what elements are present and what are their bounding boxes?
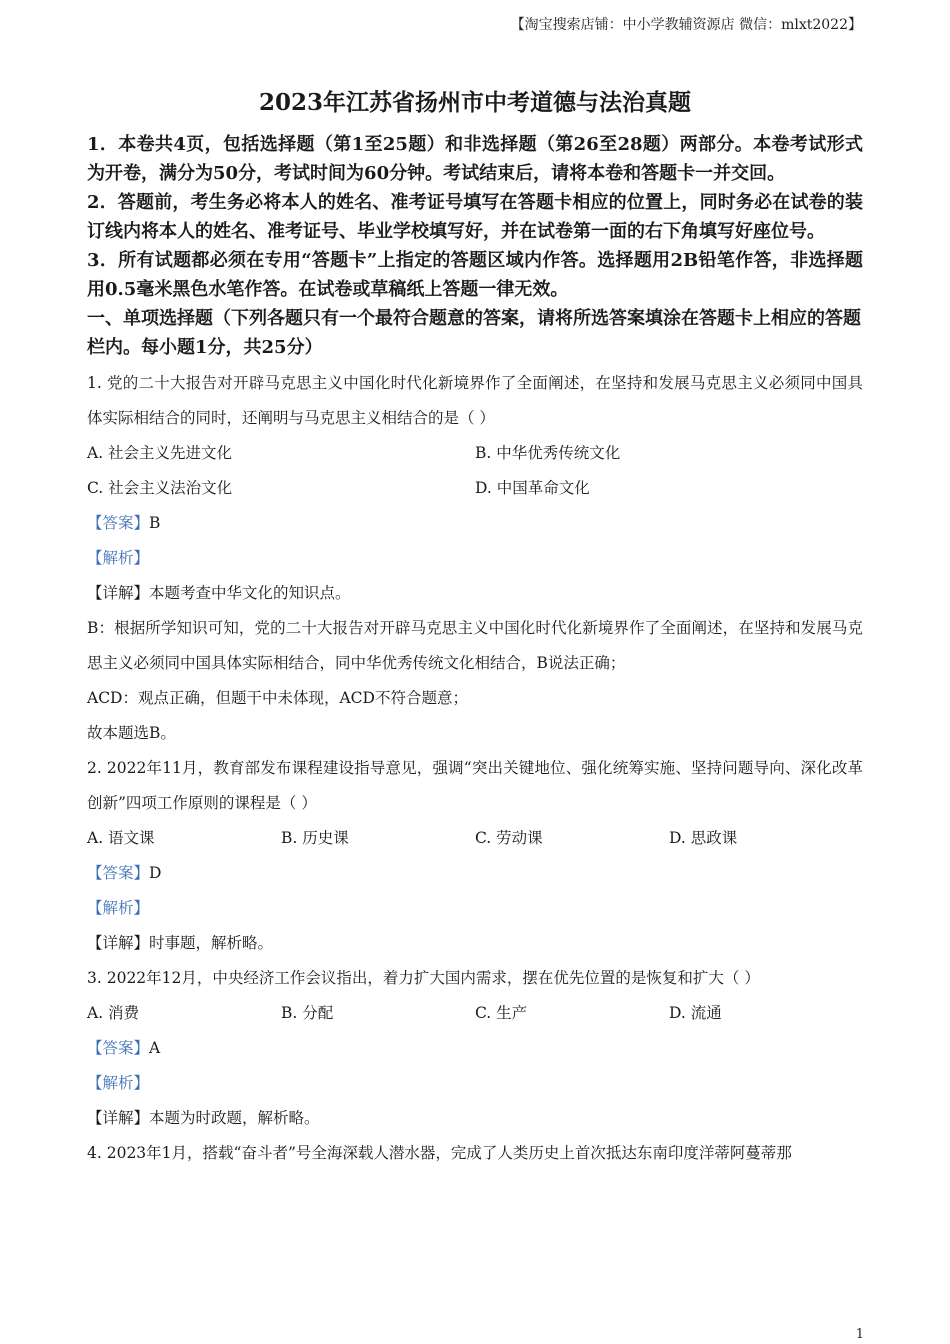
detail-text: 时事题，解析略。 bbox=[149, 934, 274, 952]
question-stem: 2. 2022年11月，教育部发布课程建设指导意见，强调“突出关键地位、强化统筹实施、坚持问题导向、深化改革创新”四项工作原则的课程是（ ） bbox=[87, 759, 863, 812]
question-stem: 1. 党的二十大报告对开辟马克思主义中国化时代化新境界作了全面阐述，在坚持和发展马克思主义必须同中国具体实际相结合的同时，还阐明与马克思主义相结合的是（ ） bbox=[87, 374, 863, 427]
answer-label: 【答案】 bbox=[87, 864, 150, 882]
option-b: B. 中华优秀传统文化 bbox=[475, 444, 621, 462]
answer-value: D bbox=[149, 864, 162, 882]
option-c: C. 劳动课 bbox=[475, 829, 543, 847]
analysis-line bbox=[87, 1066, 863, 1101]
detail-line bbox=[87, 1101, 863, 1136]
page-number: 1 bbox=[855, 1327, 864, 1342]
answer-value: A bbox=[149, 1039, 161, 1057]
document-page bbox=[87, 86, 863, 1171]
question-4 bbox=[87, 1136, 863, 1171]
question-3 bbox=[87, 961, 863, 1136]
option-d: D. 流通 bbox=[669, 1004, 722, 1022]
detail-label: 【详解】 bbox=[87, 584, 150, 602]
instruction-3: 3．所有试题都必须在专用“答题卡”上指定的答题区域内作答。选择题用2B铅笔作答，非选择题用0.5毫米黑色水笔作答。在试卷或草稿纸上答题一律无效。 bbox=[87, 250, 863, 300]
detail-line bbox=[87, 576, 863, 611]
option-d: D. 思政课 bbox=[669, 829, 738, 847]
option-a: A. 消费 bbox=[87, 1004, 140, 1022]
analysis-line bbox=[87, 541, 863, 576]
header-note: 【淘宝搜索店铺：中小学教辅资源店 微信：mlxt2022】 bbox=[510, 17, 862, 33]
explanation-line: 故本题选B。 bbox=[87, 724, 176, 742]
option-a: A. 社会主义先进文化 bbox=[87, 444, 233, 462]
question-2 bbox=[87, 751, 863, 961]
answer-line bbox=[87, 1031, 863, 1066]
option-a: A. 语文课 bbox=[87, 829, 155, 847]
option-c: C. 社会主义法治文化 bbox=[87, 479, 233, 497]
answer-label: 【答案】 bbox=[87, 1039, 150, 1057]
section-heading: 一、单项选择题（下列各题只有一个最符合题意的答案，请将所选答案填涂在答题卡上相应的答题栏内。每小题1分，共25分） bbox=[87, 308, 861, 358]
question-stem: 3. 2022年12月，中央经济工作会议指出，着力扩大国内需求，摆在优先位置的是恢复和扩大（ ） bbox=[87, 969, 760, 987]
option-b: B. 分配 bbox=[281, 1004, 334, 1022]
option-d: D. 中国革命文化 bbox=[475, 479, 590, 497]
question-1 bbox=[87, 366, 863, 751]
answer-label: 【答案】 bbox=[87, 514, 150, 532]
detail-text: 本题为时政题，解析略。 bbox=[149, 1109, 320, 1127]
analysis-label: 【解析】 bbox=[87, 549, 150, 567]
analysis-label: 【解析】 bbox=[87, 899, 150, 917]
option-b: B. 历史课 bbox=[281, 829, 349, 847]
options bbox=[87, 821, 863, 856]
explanation-line: B：根据所学知识可知，党的二十大报告对开辟马克思主义中国化时代化新境界作了全面阐述，在坚持和发展马克思主义必须同中国具体实际相结合，同中华优秀传统文化相结合，B说法正确； bbox=[87, 619, 863, 672]
analysis-line bbox=[87, 891, 863, 926]
detail-line bbox=[87, 926, 863, 961]
detail-text: 本题考查中华文化的知识点。 bbox=[149, 584, 351, 602]
analysis-label: 【解析】 bbox=[87, 1074, 150, 1092]
option-c: C. 生产 bbox=[475, 1004, 528, 1022]
instruction-1: 1．本卷共4页，包括选择题（第1至25题）和非选择题（第26至28题）两部分。本卷考试形式为开卷，满分为50分，考试时间为60分钟。考试结束后，请将本卷和答题卡一并交回。 bbox=[87, 134, 863, 184]
options bbox=[87, 996, 863, 1031]
detail-label: 【详解】 bbox=[87, 934, 150, 952]
answer-line bbox=[87, 856, 863, 891]
page-title: 2023年江苏省扬州市中考道德与法治真题 bbox=[258, 89, 691, 116]
answer-line bbox=[87, 506, 863, 541]
options bbox=[87, 436, 863, 506]
answer-value: B bbox=[149, 514, 161, 532]
question-stem: 4. 2023年1月，搭载“奋斗者”号全海深载人潜水器，完成了人类历史上首次抵达东南印度洋蒂阿蔓蒂那 bbox=[87, 1144, 792, 1162]
explanation-line: ACD：观点正确，但题干中未体现，ACD不符合题意； bbox=[87, 689, 468, 707]
detail-label: 【详解】 bbox=[87, 1109, 150, 1127]
instruction-2: 2．答题前，考生务必将本人的姓名、准考证号填写在答题卡相应的位置上，同时务必在试卷的装订线内将本人的姓名、准考证号、毕业学校填写好，并在试卷第一面的右下角填写好座位号。 bbox=[87, 192, 863, 242]
